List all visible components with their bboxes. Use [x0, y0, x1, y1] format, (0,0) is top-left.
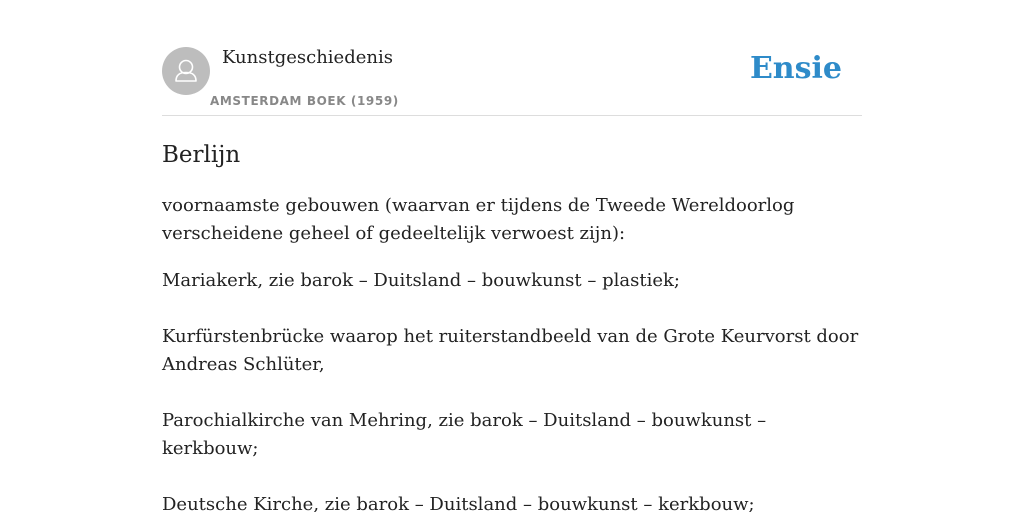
- user-avatar-icon[interactable]: [162, 47, 210, 95]
- book-meta: AMSTERDAM BOEK (1959): [210, 94, 399, 108]
- header: [162, 0, 862, 116]
- brand-logo[interactable]: Ensie: [749, 51, 842, 86]
- entry-intro: voornaamste gebouwen (waarvan er tijdens de Tweede Wereldoorlog verscheidene geheel of gedeeltelijk verwoest zijn):: [162, 195, 795, 244]
- entry-item: Mariakerk, zie barok – Duitsland – bouwkunst – plastiek;: [162, 270, 680, 291]
- book-title[interactable]: Kunstgeschiedenis: [222, 47, 393, 68]
- page: [162, 0, 862, 512]
- entry-title: Berlijn: [162, 142, 241, 168]
- entry-item: Kurfürstenbrücke waarop het ruiterstandbeeld van de Grote Keurvorst door Andreas Schlüter,: [162, 326, 859, 375]
- entry-item: Deutsche Kirche, zie barok – Duitsland – bouwkunst – kerkbouw;: [162, 494, 755, 512]
- entry-item: Parochialkirche van Mehring, zie barok – Duitsland – bouwkunst – kerkbouw;: [162, 410, 767, 459]
